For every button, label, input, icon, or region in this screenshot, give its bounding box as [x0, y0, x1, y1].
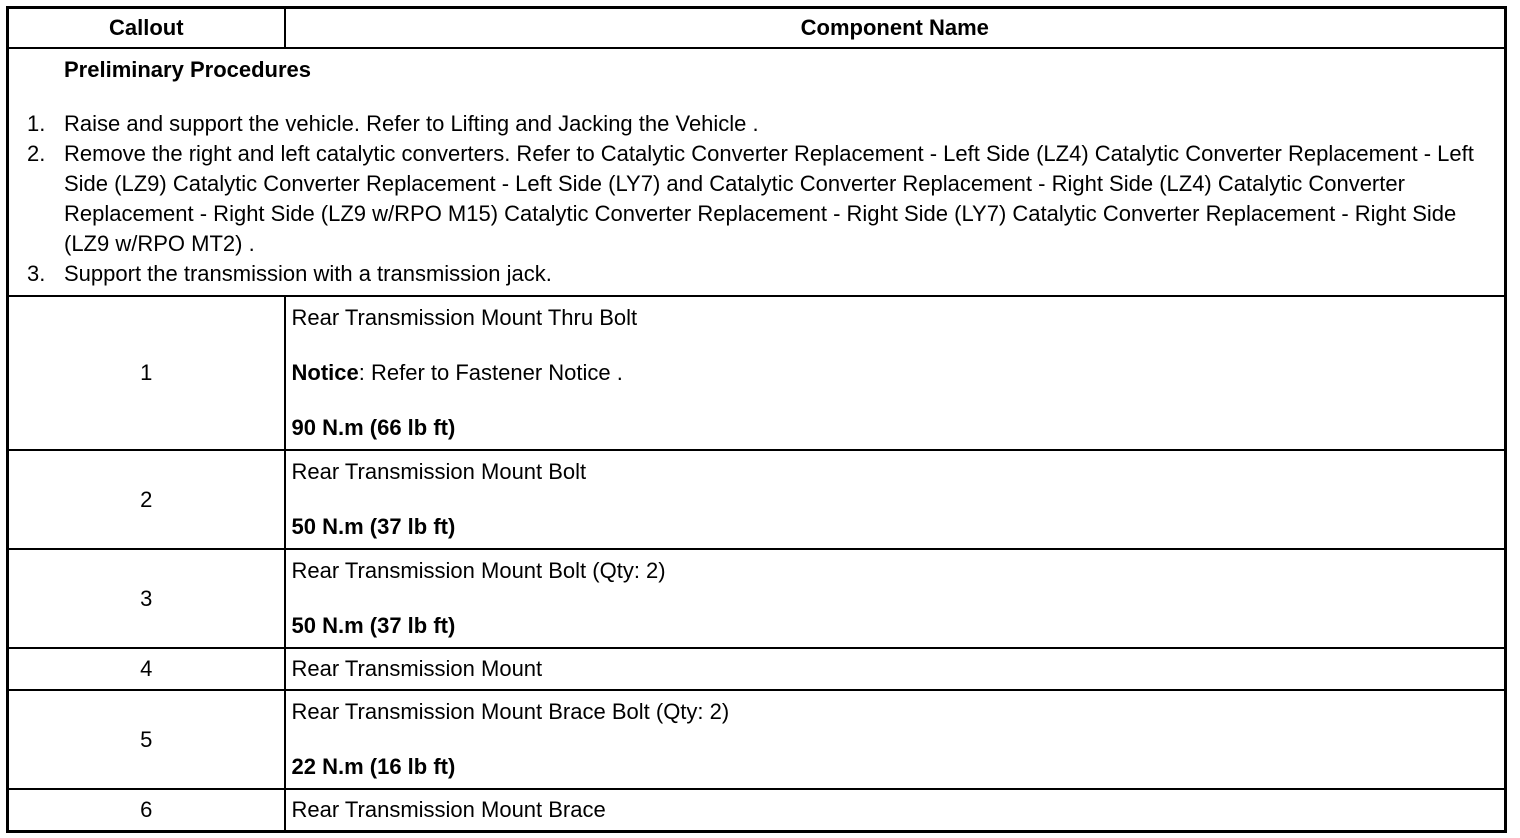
header-row [8, 8, 1506, 49]
callout-number: 5 [8, 690, 285, 789]
torque-spec: 50 N.m (37 lb ft) [291, 514, 456, 539]
table-row [8, 789, 1506, 832]
step-text: Support the transmission with a transmission jack. [64, 261, 552, 286]
procedure-step [9, 259, 1494, 289]
header-component-name: Component Name [285, 8, 1506, 49]
callout-number: 4 [8, 648, 285, 690]
step-text: Raise and support the vehicle. Refer to Lifting and Jacking the Vehicle . [64, 111, 759, 136]
torque-spec: 50 N.m (37 lb ft) [291, 613, 456, 638]
components-table [6, 6, 1507, 833]
table-row [8, 549, 1506, 648]
table-row [8, 450, 1506, 549]
procedure-step [9, 109, 1494, 139]
preliminary-procedures [8, 48, 1506, 296]
callout-number: 6 [8, 789, 285, 832]
step-text: Remove the right and left catalytic converters. Refer to Catalytic Converter Replacement - Left Side (LZ4) Catalytic Converter Replacement - Left Side (LZ9) Catalytic Converter Replacement - Left Side (LY7) and Catalytic Converter Replacement - Right Side (LZ4) Catalytic Converter Replacement - Right Side (LZ9 w/RPO M15) Catalytic Converter Replacement - Right Side (LY7) Catalytic Converter Replacement - Right Side (LZ9 w/RPO MT2) . [64, 141, 1474, 256]
step-number: 2. [27, 141, 46, 166]
component-name: Rear Transmission Mount [291, 656, 543, 681]
callout-number: 2 [8, 450, 285, 549]
table-row [8, 690, 1506, 789]
preliminary-heading: Preliminary Procedures [64, 57, 312, 82]
component-name: Rear Transmission Mount Brace Bolt (Qty: 2) [291, 699, 730, 724]
notice-label: Notice [291, 360, 359, 385]
step-number: 3. [27, 261, 46, 286]
step-number: 1. [27, 111, 46, 136]
component-cell [285, 789, 1506, 832]
callout-number: 1 [8, 296, 285, 450]
procedure-step [9, 139, 1494, 259]
component-cell [285, 450, 1506, 549]
component-name: Rear Transmission Mount Bolt [291, 459, 587, 484]
torque-spec: 90 N.m (66 lb ft) [291, 415, 456, 440]
callout-number: 3 [8, 549, 285, 648]
procedure-steps [9, 109, 1494, 289]
preliminary-row [8, 48, 1506, 296]
component-cell [285, 549, 1506, 648]
header-callout: Callout [8, 8, 285, 49]
torque-spec: 22 N.m (16 lb ft) [291, 754, 456, 779]
component-cell [285, 690, 1506, 789]
table-row [8, 648, 1506, 690]
notice-line [292, 358, 1499, 388]
component-name: Rear Transmission Mount Bolt (Qty: 2) [291, 558, 666, 583]
component-name: Rear Transmission Mount Brace [291, 797, 606, 822]
component-name: Rear Transmission Mount Thru Bolt [291, 305, 638, 330]
notice-text: : Refer to Fastener Notice . [358, 360, 623, 385]
component-cell [285, 296, 1506, 450]
table-row [8, 296, 1506, 450]
component-cell [285, 648, 1506, 690]
